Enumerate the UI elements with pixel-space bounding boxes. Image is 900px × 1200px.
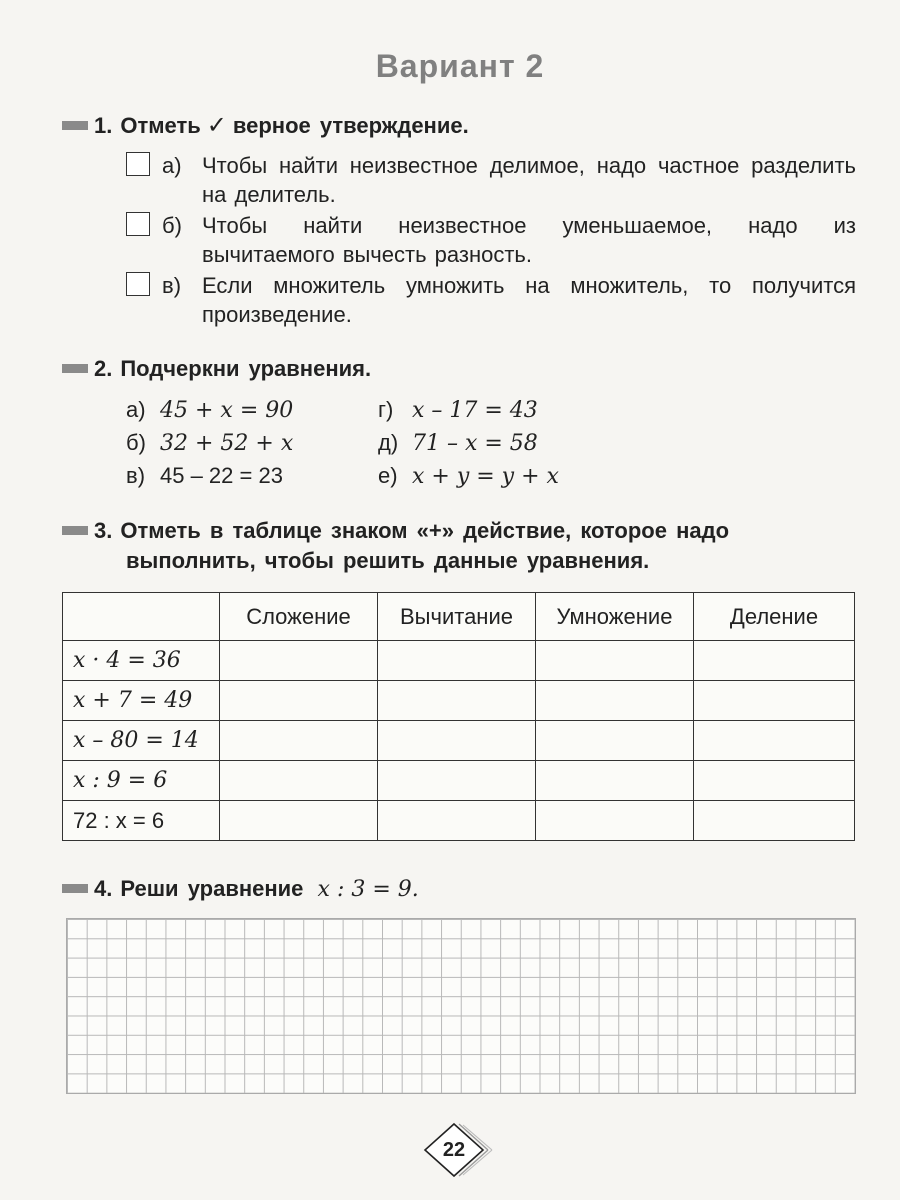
- answer-cell[interactable]: [536, 641, 694, 681]
- task-marker: [62, 526, 88, 535]
- equation-expr: 45 + x = 90: [160, 398, 294, 423]
- row-equation: x : 9 = 6: [63, 761, 220, 801]
- answer-cell[interactable]: [378, 761, 536, 801]
- answer-cell[interactable]: [220, 681, 378, 721]
- operations-table: [62, 592, 855, 841]
- task2-heading: [62, 354, 371, 384]
- equation-letter: е): [378, 463, 398, 488]
- option-c-checkbox[interactable]: [126, 272, 150, 296]
- column-header: Вычитание: [378, 593, 536, 641]
- task2-label: Подчеркни уравнения.: [120, 356, 372, 381]
- answer-cell[interactable]: [694, 641, 855, 681]
- table-row: [63, 681, 855, 721]
- task1-option-c: [126, 271, 856, 329]
- option-letter: в): [162, 273, 182, 298]
- answer-cell[interactable]: [220, 761, 378, 801]
- answer-cell[interactable]: [220, 721, 378, 761]
- task1-label-before: Отметь: [120, 113, 201, 138]
- task1-number: 1.: [94, 113, 113, 138]
- task4-equation: x : 3 = 9.: [317, 877, 419, 902]
- row-equation: x – 80 = 14: [63, 721, 220, 761]
- answer-cell[interactable]: [536, 761, 694, 801]
- task1-label-after: верное утверждение.: [232, 113, 469, 138]
- page-number: 22: [442, 1139, 466, 1161]
- option-a-checkbox[interactable]: [126, 152, 150, 176]
- row-equation: x + 7 = 49: [63, 681, 220, 721]
- checkmark-icon: ✓: [206, 112, 227, 139]
- task4-number: 4.: [94, 876, 113, 901]
- table-row: [63, 801, 855, 841]
- column-header: Деление: [694, 593, 855, 641]
- task4-label: Реши уравнение: [120, 876, 304, 901]
- task3-heading: [62, 516, 729, 546]
- task1-option-a: [126, 151, 856, 209]
- option-b-checkbox[interactable]: [126, 212, 150, 236]
- task3-number: 3.: [94, 518, 113, 543]
- table-header-row: [63, 593, 855, 641]
- row-equation: x · 4 = 36: [63, 641, 220, 681]
- table-corner-cell: [63, 593, 220, 641]
- task3-heading-line2: [126, 546, 649, 576]
- equation-c[interactable]: [126, 461, 283, 491]
- task-marker: [62, 121, 88, 130]
- equation-letter: а): [126, 397, 146, 422]
- table-row: [63, 721, 855, 761]
- answer-cell[interactable]: [694, 681, 855, 721]
- answer-cell[interactable]: [694, 721, 855, 761]
- table-row: [63, 641, 855, 681]
- task1-option-b: [126, 211, 856, 269]
- equation-a[interactable]: [126, 395, 293, 426]
- row-equation: 72 : x = 6: [63, 801, 220, 841]
- answer-cell[interactable]: [378, 681, 536, 721]
- answer-cell[interactable]: [378, 801, 536, 841]
- task2-number: 2.: [94, 356, 113, 381]
- option-text: Чтобы найти неизвестное делимое, надо частное разделить на делитель.: [202, 153, 856, 207]
- task4-heading: [62, 874, 419, 905]
- option-text: Чтобы найти неизвестное уменьшаемое, надо из вычитаемого вычесть разность.: [202, 213, 856, 267]
- equation-letter: в): [126, 463, 146, 488]
- equation-d[interactable]: [378, 395, 538, 426]
- column-header: Сложение: [220, 593, 378, 641]
- equation-expr: x + y = y + x: [412, 464, 559, 489]
- answer-grid[interactable]: [66, 918, 856, 1094]
- equation-expr: x – 17 = 43: [412, 398, 538, 423]
- equation-letter: г): [378, 397, 394, 422]
- page-number-badge: [423, 1122, 493, 1178]
- option-text: Если множитель умножить на множитель, то получится произведение.: [202, 273, 856, 327]
- equation-expr: 71 – x = 58: [412, 431, 538, 456]
- task3-label-line1: Отметь в таблице знаком «+» действие, которое надо: [120, 518, 730, 543]
- answer-cell[interactable]: [694, 801, 855, 841]
- page-title: Вариант 2: [375, 48, 545, 84]
- equation-f[interactable]: [378, 461, 559, 492]
- task1-heading: [62, 111, 469, 141]
- equation-expr: 32 + 52 + x: [160, 431, 294, 456]
- answer-cell[interactable]: [536, 721, 694, 761]
- task-marker: [62, 884, 88, 893]
- column-header: Умножение: [536, 593, 694, 641]
- equation-letter: д): [378, 430, 399, 455]
- answer-cell[interactable]: [378, 721, 536, 761]
- task-marker: [62, 364, 88, 373]
- equation-b[interactable]: [126, 428, 293, 459]
- answer-cell[interactable]: [220, 641, 378, 681]
- equation-letter: б): [126, 430, 146, 455]
- answer-cell[interactable]: [220, 801, 378, 841]
- option-letter: а): [162, 153, 182, 178]
- option-letter: б): [162, 213, 182, 238]
- answer-cell[interactable]: [536, 681, 694, 721]
- answer-cell[interactable]: [378, 641, 536, 681]
- task3-label-line2: выполнить, чтобы решить данные уравнения.: [126, 548, 650, 573]
- equation-expr: 45 – 22 = 23: [160, 463, 283, 488]
- equation-e[interactable]: [378, 428, 538, 459]
- table-row: [63, 761, 855, 801]
- answer-cell[interactable]: [694, 761, 855, 801]
- answer-cell[interactable]: [536, 801, 694, 841]
